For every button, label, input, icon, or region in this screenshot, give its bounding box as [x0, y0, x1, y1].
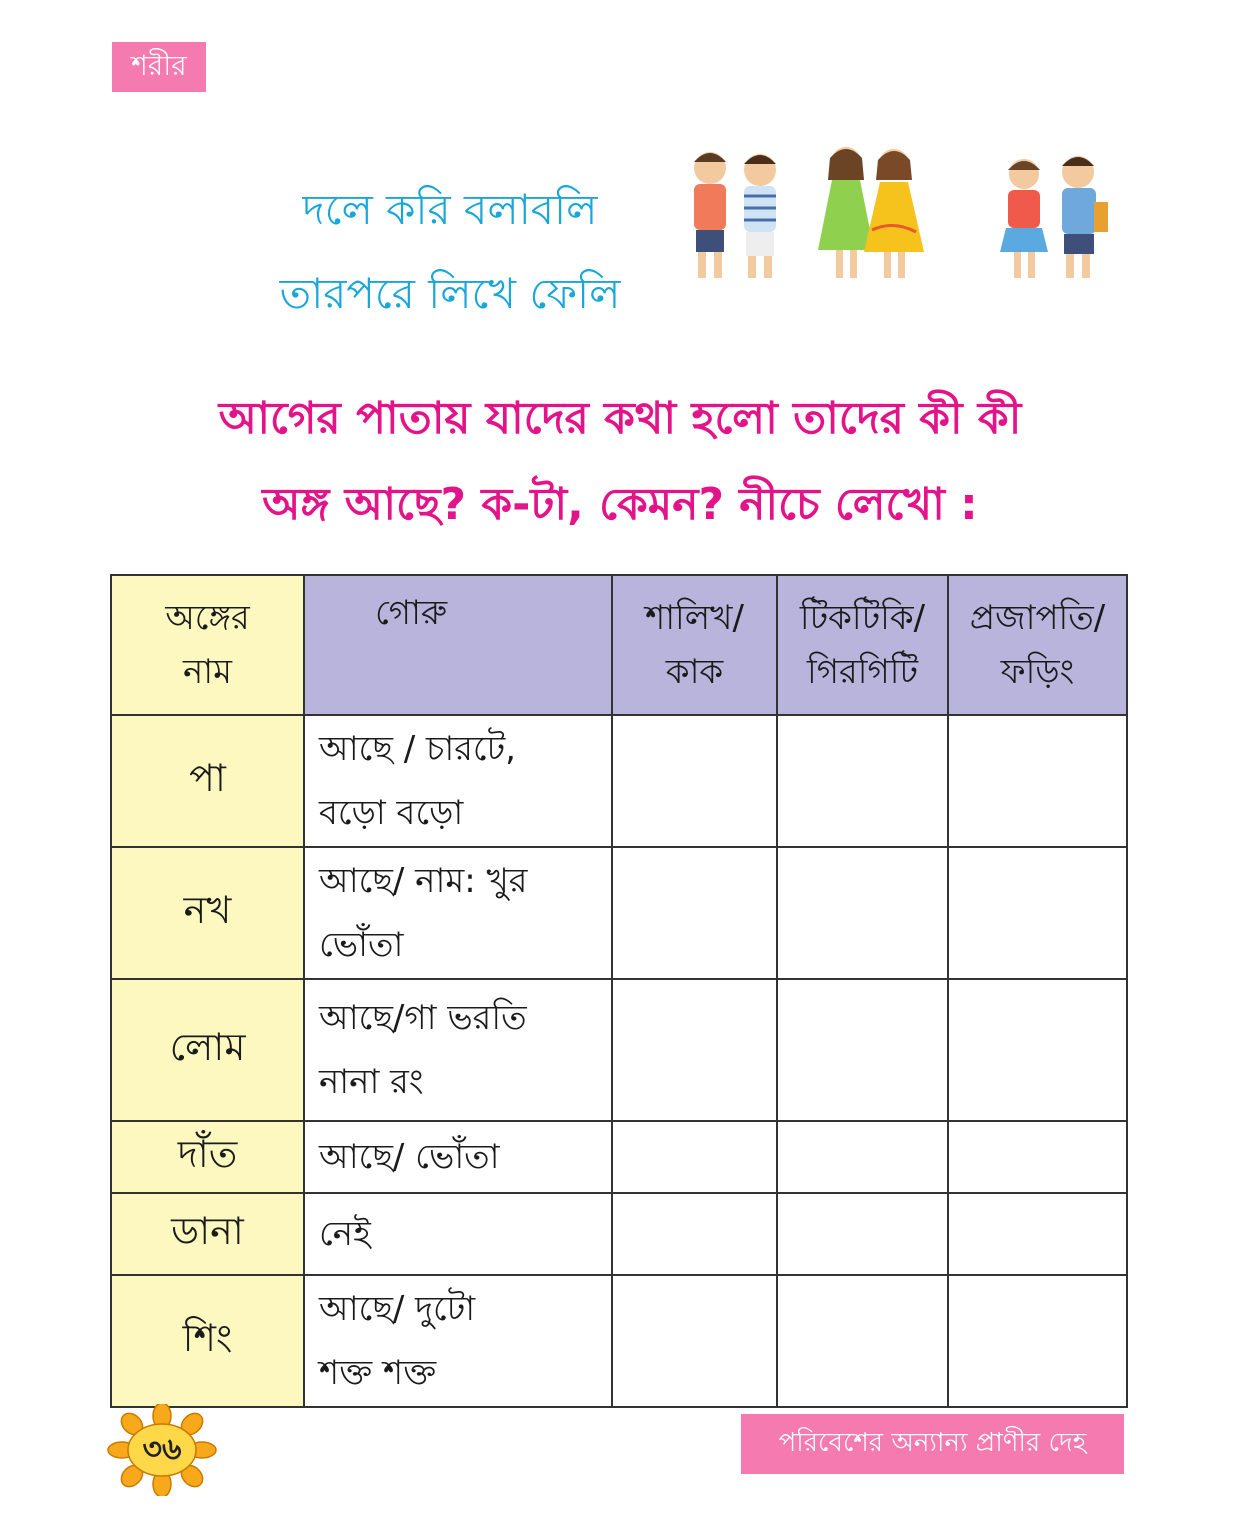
child-figure: [1062, 156, 1108, 278]
cow-answer-cell: আছে/ ভোঁতা: [304, 1121, 612, 1193]
child-figure: [744, 154, 776, 278]
instruction-text: [100, 376, 1140, 548]
cow-answer-cell: আছে / চারটে, বড়ো বড়ো: [304, 715, 612, 847]
cow-answer-cell: নেই: [304, 1193, 612, 1275]
rhyme-line-1: দলে করি বলাবলি: [302, 185, 598, 234]
blank-answer-cell[interactable]: [777, 1275, 948, 1407]
blank-answer-cell[interactable]: [777, 1121, 948, 1193]
cow-answer-cell: আছে/ দুটো শক্ত শক্ত: [304, 1275, 612, 1407]
rhyme-text: [230, 168, 670, 336]
blank-answer-cell[interactable]: [777, 715, 948, 847]
table-row: [111, 1193, 1127, 1275]
blank-answer-cell[interactable]: [612, 979, 777, 1121]
organ-table: [110, 574, 1128, 1408]
blank-answer-cell[interactable]: [612, 1193, 777, 1275]
table-row: [111, 1121, 1127, 1193]
header-lizard-chameleon: টিকটিকি/ গিরগিটি: [777, 575, 948, 715]
table-row: [111, 979, 1127, 1121]
table-row: [111, 1275, 1127, 1407]
rhyme-line-2: তারপরে লিখে ফেলি: [279, 269, 621, 318]
blank-answer-cell[interactable]: [948, 715, 1127, 847]
header-organ-name: অঙ্গের নাম: [111, 575, 304, 715]
organ-cell: নখ: [111, 847, 304, 979]
blank-answer-cell[interactable]: [777, 847, 948, 979]
cow-answer-cell: আছে/গা ভরতি নানা রং: [304, 979, 612, 1121]
blank-answer-cell[interactable]: [948, 1121, 1127, 1193]
cow-answer-cell: আছে/ নাম: খুর ভোঁতা: [304, 847, 612, 979]
blank-answer-cell[interactable]: [612, 1121, 777, 1193]
page-number-badge: [106, 1404, 218, 1496]
table-header-row: [111, 575, 1127, 715]
organ-cell: ডানা: [111, 1193, 304, 1275]
footer-chapter-tag: পরিবেশের অন্যান্য প্রাণীর দেহ: [741, 1414, 1124, 1474]
instruction-line-1: আগের পাতায় যাদের কথা হলো তাদের কী কী: [218, 393, 1022, 444]
blank-answer-cell[interactable]: [777, 979, 948, 1121]
organ-cell: দাঁত: [111, 1121, 304, 1193]
blank-answer-cell[interactable]: [948, 979, 1127, 1121]
blank-answer-cell[interactable]: [612, 715, 777, 847]
instruction-line-2: অঙ্গ আছে? ক-টা, কেমন? নীচে লেখো :: [262, 479, 978, 530]
children-illustration: [676, 140, 1128, 290]
blank-answer-cell[interactable]: [612, 1275, 777, 1407]
chapter-tag: শরীর: [112, 42, 206, 92]
blank-answer-cell[interactable]: [777, 1193, 948, 1275]
blank-answer-cell[interactable]: [948, 1275, 1127, 1407]
table-row: [111, 847, 1127, 979]
header-butterfly-grasshopper: প্রজাপতি/ ফড়িং: [948, 575, 1127, 715]
child-figure: [1000, 159, 1048, 278]
blank-answer-cell[interactable]: [948, 847, 1127, 979]
organ-cell: পা: [111, 715, 304, 847]
organ-cell: শিং: [111, 1275, 304, 1407]
header-cow: গোরু: [304, 575, 612, 715]
blank-answer-cell[interactable]: [612, 847, 777, 979]
child-figure: [694, 152, 726, 278]
table-row: [111, 715, 1127, 847]
blank-answer-cell[interactable]: [948, 1193, 1127, 1275]
child-figure: [864, 149, 924, 278]
organ-cell: লোম: [111, 979, 304, 1121]
header-myna-crow: শালিখ/ কাক: [612, 575, 777, 715]
page-number: ৩৬: [142, 1431, 182, 1467]
child-figure: [818, 147, 874, 278]
